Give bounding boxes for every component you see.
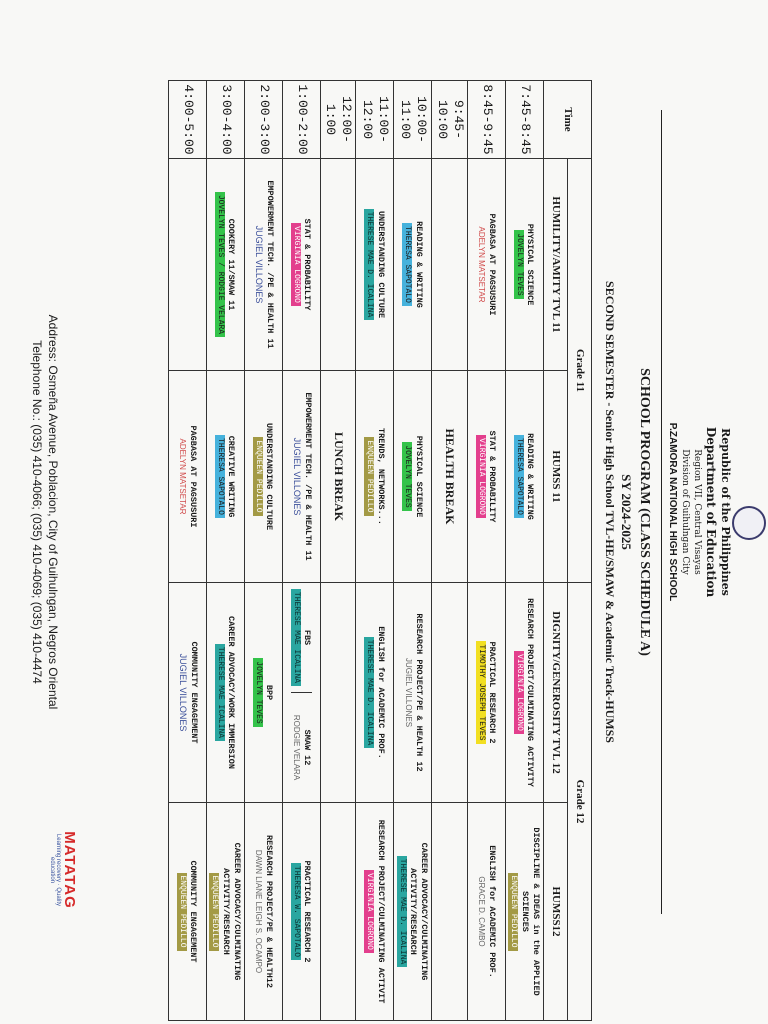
- time-header: Time: [544, 81, 592, 159]
- class-cell: [468, 583, 506, 803]
- matatag-tagline: Learning recovery · Quality education: [49, 833, 61, 907]
- class-cell: [394, 583, 432, 803]
- teacher-tag: ENQUEEN PEDILLO: [508, 873, 518, 951]
- class-cell: [169, 803, 207, 1021]
- class-cell: [283, 159, 321, 371]
- teacher-tag: ENQUEEN PEDILLO: [209, 873, 219, 951]
- division-label: Division of Guihulngan City: [680, 449, 690, 575]
- deped-seal-icon: [732, 506, 766, 540]
- subject: UNDERSTANDING CULTURE: [375, 210, 386, 319]
- split-cell: [291, 583, 313, 802]
- empty-cell: [432, 803, 468, 1021]
- teacher-tag: THERESE MAE D. ICALINA: [364, 209, 374, 321]
- teacher-name: JUGIEL VILLONES: [292, 437, 302, 516]
- class-cell: [207, 159, 245, 371]
- subject: EMPOWERMENT TECH. /PE & HEALTH 11: [302, 392, 313, 561]
- class-cell: [207, 371, 245, 583]
- subject: DISCIPLINE & IDEAS in the APPLIED SCIENCES: [520, 827, 541, 996]
- teacher-tag: TIMOTHY JOSEPH TEVES: [476, 641, 486, 743]
- subject: EMPOWERMENT TECH. /PE & HEALTH 11: [264, 180, 275, 349]
- subject: COOKERY 11/SMAW 11: [226, 218, 237, 311]
- class-cell: [468, 803, 506, 1021]
- time-cell: 9:45-10:00: [432, 81, 468, 159]
- section-g12-humss: HUMSS12: [544, 803, 568, 1021]
- class-cell: [245, 803, 283, 1021]
- teacher-tag: JOVELYN TEVES: [514, 230, 524, 298]
- subject: CAREER ADVOCACY/CULMINATING ACTIVITY/RESEARCH: [221, 842, 242, 981]
- teacher-name: ADELYN MATSETAR: [178, 438, 188, 515]
- subject: CAREER ADVOCACY/WORK IMMERSION: [226, 615, 237, 770]
- subject: FBS: [302, 629, 313, 646]
- grade11-header: Grade 11: [568, 159, 592, 583]
- subject: RESEARCH PROJECT/CULMINATING ACTIVIT: [375, 819, 386, 1004]
- class-cell: [356, 803, 394, 1021]
- teacher-tag: THERESA SAPOTALO: [402, 223, 412, 306]
- department-label: Department of Education: [704, 426, 718, 598]
- class-cell: [356, 583, 394, 803]
- region-label: Region VII, Central Visayas: [692, 449, 702, 575]
- class-cell: [506, 583, 544, 803]
- teacher-tag: JOVELYN TEVES: [402, 442, 412, 510]
- table-row: [245, 81, 283, 1021]
- class-cell: [506, 159, 544, 371]
- subject: SMAW 12: [301, 729, 312, 766]
- teacher-tag: THERESE MAE D. ICALINA: [364, 637, 374, 749]
- teacher-tag: VIRGINIA LOGRONO: [514, 651, 524, 734]
- teacher-tag: ENQUEEN PEDILLO: [253, 437, 263, 515]
- subject: READING & WRITING: [413, 221, 424, 308]
- fbs-class: [291, 583, 313, 692]
- subject: STAT & PROBABILITY: [487, 430, 498, 523]
- subject: RESEARCH PROJECT/CULMINATING ACTIVITY: [525, 598, 536, 787]
- republic-label: Republic of the Philippines: [719, 428, 732, 596]
- class-cell: [207, 583, 245, 803]
- subject: ENGLISH for ACADEMIC PROF.: [487, 845, 498, 978]
- class-cell: [245, 159, 283, 371]
- teacher-name: JUGIEL VILLONES: [254, 225, 264, 304]
- page-title: SCHOOL PROGRAM (CLASS SCHEDULE A): [637, 368, 652, 656]
- class-cell: [394, 803, 432, 1021]
- class-cell: [245, 371, 283, 583]
- health-break-label: HEALTH BREAK: [432, 371, 468, 583]
- empty-cell: [432, 583, 468, 803]
- table-row: [321, 81, 357, 1021]
- subject: BPP: [264, 684, 275, 701]
- subject: STAT & PROBABILITY: [302, 218, 313, 311]
- class-cell: [169, 371, 207, 583]
- subject: COMMUNITY ENGAGEMENT: [188, 641, 199, 744]
- class-cell: [506, 371, 544, 583]
- lunch-break-label: LUNCH BREAK: [321, 371, 357, 583]
- matatag-logo: [49, 830, 78, 910]
- teacher-tag: THERESA W. SAPOTALO: [291, 863, 301, 960]
- matatag-wordmark: MATATAG: [61, 831, 78, 909]
- subject: COMMUNITY ENGAGEMENT: [188, 860, 199, 963]
- table-row: [432, 81, 468, 1021]
- section-g11-tvl: HUMILITY/AMITY TVL 11: [544, 159, 568, 371]
- teacher-name: JUGIEL VILLONES: [404, 657, 413, 728]
- subject: TRENDS, NETWORKS...: [375, 428, 386, 525]
- empty-cell: [321, 583, 357, 803]
- empty-cell: [321, 803, 357, 1021]
- class-cell: [468, 371, 506, 583]
- subject: PRACTICAL RESEARCH 2: [302, 860, 313, 963]
- grade12-header: Grade 12: [568, 583, 592, 1021]
- table-row: [468, 81, 506, 1021]
- teacher-tag: JOVELYN TEVES / RODGIE VELARA: [215, 192, 225, 337]
- time-cell: 12:00-1:00: [321, 81, 357, 159]
- section-header-row: [544, 81, 568, 1021]
- smaw-class: [291, 692, 313, 802]
- section-g12-tvl: DIGNITY/GENEROSITY TVL 12: [544, 583, 568, 803]
- subject: RESEARCH PROJECT/PE & HEALTH 12: [413, 613, 424, 772]
- class-cell: [207, 803, 245, 1021]
- semester-title: SECOND SEMESTER - Senior High School TVL-HE/SMAW & Academic Track-HUMSS: [603, 281, 617, 743]
- subject: PHYSICAL SCIENCE: [525, 223, 536, 306]
- subject: RESEARCH PROJECT/PE & HEALTH12: [264, 834, 275, 989]
- split-class-cell: [283, 583, 321, 803]
- table-row: [506, 81, 544, 1021]
- class-cell: [394, 159, 432, 371]
- subject: READING & WRITING: [525, 433, 536, 520]
- time-cell: 7:45-8:45: [506, 81, 544, 159]
- section-g11-humss: HUMSS 11: [544, 371, 568, 583]
- class-cell: [283, 803, 321, 1021]
- subject: UNDERSTANDING CULTURE: [264, 422, 275, 531]
- teacher-tag: THERESA SAPOTALO: [215, 435, 225, 518]
- class-cell: [356, 159, 394, 371]
- teacher-name: GRACE D. CAMBO: [477, 876, 487, 947]
- teacher-name: RODGIE VELARA: [292, 714, 302, 781]
- class-cell: [283, 371, 321, 583]
- class-cell: [394, 371, 432, 583]
- subject: CREATIVE WRITING: [226, 435, 237, 518]
- schedule-table: [168, 80, 592, 1021]
- subject: PAGBASA AT PAGSUSURI: [487, 213, 498, 316]
- empty-cell: [321, 159, 357, 371]
- class-cell: [506, 803, 544, 1021]
- teacher-tag: THERESA SAPOTALO: [514, 435, 524, 518]
- subject: PRACTICAL RESEARCH 2: [487, 641, 498, 744]
- table-row: [283, 81, 321, 1021]
- teacher-tag: THERESE MAE D. ICALINA: [397, 856, 407, 968]
- empty-cell: [169, 159, 207, 371]
- teacher-name: JUGIEL VILLONES: [178, 653, 188, 732]
- subject: CAREER ADVOCACY/CULMINATING ACTIVITY/RESEARCH: [408, 842, 430, 981]
- class-cell: [169, 583, 207, 803]
- grade-header-row: [568, 81, 592, 1021]
- teacher-tag: THERESE MAE ICALINA: [291, 589, 301, 686]
- class-cell: [245, 583, 283, 803]
- school-telephone: Telephone No.: (035) 410-4066; (035) 410-4069; (035) 410-4474: [30, 340, 44, 684]
- header-divider: [661, 110, 662, 914]
- time-cell: 4:00-5:00: [169, 81, 207, 159]
- time-cell: 1:00-2:00: [283, 81, 321, 159]
- teacher-tag: VIRGINIA LOGRONO: [364, 870, 374, 953]
- school-name: P.ZAMORA NATIONAL HIGH SCHOOL: [667, 422, 678, 602]
- class-cell: [468, 159, 506, 371]
- teacher-tag: VIRGINIA LOGRONO: [291, 223, 301, 306]
- table-row: [207, 81, 245, 1021]
- time-cell: 2:00-3:00: [245, 81, 283, 159]
- teacher-name: ADELYN MATSETAR: [477, 226, 487, 303]
- teacher-tag: VIRGINIA LOGRONO: [476, 435, 486, 518]
- school-address: Address: Osmeña Avenue, Poblacion, City of Guihulngan, Negros Oriental: [46, 314, 60, 710]
- class-cell: [356, 371, 394, 583]
- time-cell: 10:00-11:00: [394, 81, 432, 159]
- teacher-tag: THERESE MAE ICALINA: [215, 644, 225, 741]
- time-cell: 3:00-4:00: [207, 81, 245, 159]
- subject: ENGLISH for ACADEMIC PROF.: [375, 626, 386, 759]
- subject: PAGBASA AT PAGSUSURI: [188, 425, 199, 528]
- table-row: [169, 81, 207, 1021]
- teacher-tag: JOVELYN TEVES: [253, 658, 263, 726]
- teacher-tag: ENQUEEN PEDILLO: [177, 873, 187, 951]
- subject: PHYSICAL SCIENCE: [413, 435, 424, 518]
- empty-cell: [432, 159, 468, 371]
- school-year: SY 2024-2025: [619, 474, 634, 550]
- time-cell: 8:45-9:45: [468, 81, 506, 159]
- table-row: [394, 81, 432, 1021]
- teacher-name: DAWN LIANE LEIGH S. OCAMPO: [254, 849, 264, 974]
- time-cell: 11:00-12:00: [356, 81, 394, 159]
- teacher-tag: ENQUEEN PEDILLO: [364, 437, 374, 515]
- table-row: [356, 81, 394, 1021]
